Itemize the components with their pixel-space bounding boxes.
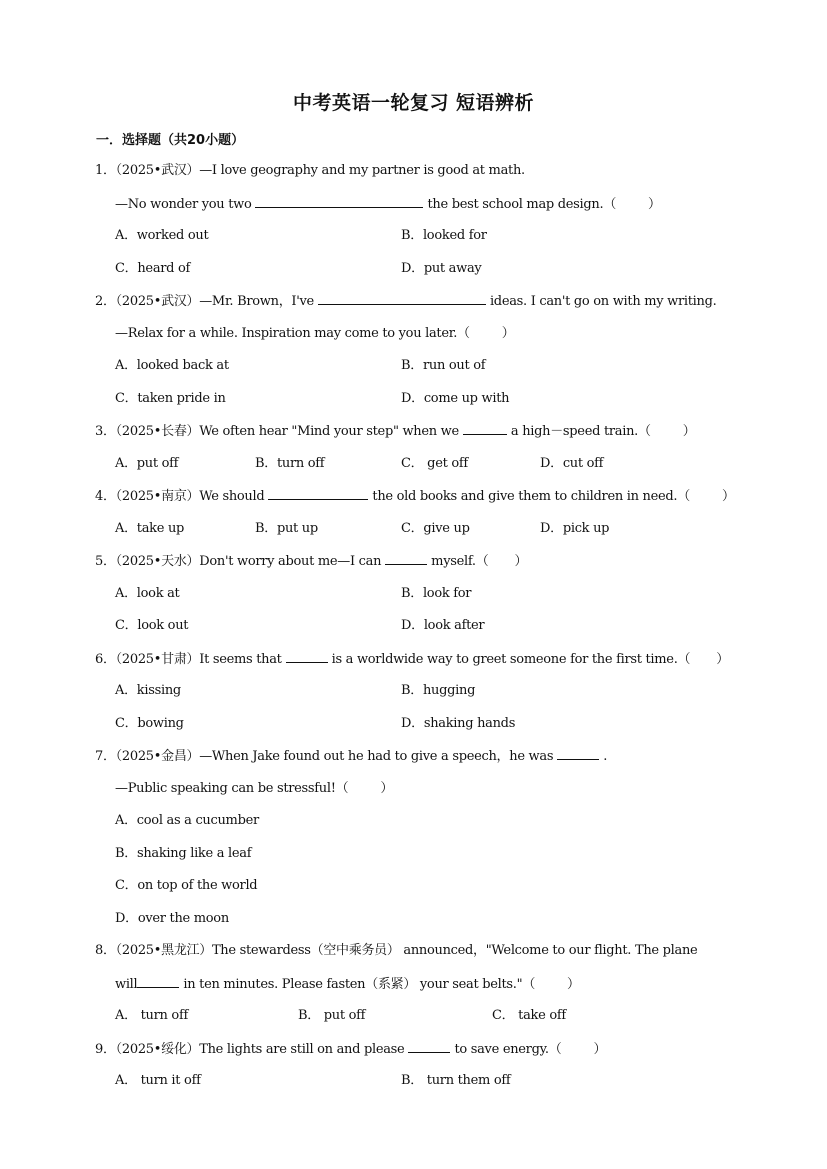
option-a: A． turn it off <box>115 1073 201 1088</box>
question-number: 2． <box>95 294 116 309</box>
answer-blank <box>408 1040 450 1053</box>
answer-paren-close: ） <box>716 652 729 667</box>
question-number: 5． <box>95 554 116 569</box>
question-text: ideas. I can't go on with my writing. <box>489 294 717 309</box>
option-c: C．heard of <box>115 261 191 276</box>
option-a: A．put off <box>115 456 179 471</box>
answer-blank <box>137 975 179 988</box>
question-4 <box>95 487 735 505</box>
answer-paren-close: ） <box>501 326 515 341</box>
option-c: C． get off <box>401 456 468 471</box>
option-b: B． put off <box>298 1008 366 1023</box>
question-1-line-2 <box>115 195 661 213</box>
question-text: the old books and give them to children in need.（ <box>372 489 690 504</box>
option-d: D．cut off <box>540 456 604 471</box>
question-text: in ten minutes. Please fasten（系紧） your seat belts."（ <box>183 977 536 992</box>
question-text: The stewardess（空中乘务员） announced，"Welcome to our flight. The plane <box>211 943 698 958</box>
question-text: It seems that <box>199 652 282 667</box>
question-text: We should <box>199 489 265 504</box>
answer-paren-close: ） <box>721 489 735 504</box>
question-text: —No wonder you two <box>115 197 252 212</box>
option-b: B． turn them off <box>401 1073 511 1088</box>
question-text: a high－speed train.（ <box>510 424 651 439</box>
answer-paren-close: ） <box>567 977 580 992</box>
question-source: （2025•长春） <box>115 424 200 439</box>
option-a: A．look at <box>115 586 180 601</box>
answer-blank <box>463 422 507 435</box>
option-a: A．kissing <box>115 683 181 698</box>
question-9 <box>95 1040 606 1058</box>
question-text: . <box>603 749 608 764</box>
question-8 <box>95 942 697 960</box>
question-text: —When Jake found out he had to give a speech，he was <box>199 749 554 764</box>
answer-paren-close: ） <box>380 781 394 796</box>
question-number: 1． <box>95 163 116 178</box>
question-number: 3． <box>95 424 116 439</box>
answer-paren-close: ） <box>682 424 696 439</box>
option-b: B．turn off <box>255 456 325 471</box>
option-a: A．take up <box>115 521 185 536</box>
option-b: B．put up <box>255 521 318 536</box>
option-a: A．cool as a cucumber <box>115 813 259 828</box>
question-number: 6． <box>95 652 116 667</box>
question-source: （2025•武汉） <box>115 294 200 309</box>
option-b: B．looked for <box>401 228 487 243</box>
question-text: is a worldwide way to greet someone for the first time.（ <box>331 652 691 667</box>
question-source: （2025•甘肃） <box>115 652 200 667</box>
option-d: D．shaking hands <box>401 716 516 731</box>
answer-blank <box>268 487 368 500</box>
answer-blank <box>255 195 423 208</box>
question-text: The lights are still on and please <box>199 1042 405 1057</box>
section-heading: 一．选择题（共20小题） <box>96 133 245 148</box>
option-c: C．bowing <box>115 716 184 731</box>
answer-blank <box>318 292 486 305</box>
option-c: C．look out <box>115 618 189 633</box>
question-text: will <box>115 977 138 992</box>
option-b: B．hugging <box>401 683 476 698</box>
question-source: （2025•武汉） <box>115 163 200 178</box>
question-8-line-2 <box>115 975 580 993</box>
question-7-line-2 <box>115 780 393 798</box>
option-b: B．shaking like a leaf <box>115 846 252 861</box>
option-c: C． take off <box>492 1008 566 1023</box>
option-a: A．looked back at <box>115 358 229 373</box>
question-text: myself.（ <box>431 554 489 569</box>
option-a: A． turn off <box>115 1008 188 1023</box>
question-text: —Public speaking can be stressful!（ <box>115 781 349 796</box>
question-1 <box>95 162 525 180</box>
question-5 <box>95 552 527 570</box>
option-d: D．come up with <box>401 391 510 406</box>
question-2 <box>95 292 716 310</box>
question-text: —Relax for a while. Inspiration may come to you later.（ <box>115 326 470 341</box>
question-text: to save energy.（ <box>454 1042 562 1057</box>
question-2-line-2 <box>115 325 514 343</box>
option-d: D．over the moon <box>115 911 229 926</box>
question-source: （2025•南京） <box>115 489 200 504</box>
question-3 <box>95 422 695 440</box>
question-source: （2025•黑龙江） <box>115 943 212 958</box>
option-c: C．give up <box>401 521 470 536</box>
option-c: C．taken pride in <box>115 391 226 406</box>
question-number: 8． <box>95 943 116 958</box>
option-c: C．on top of the world <box>115 878 258 893</box>
question-number: 4． <box>95 489 116 504</box>
question-number: 9． <box>95 1042 116 1057</box>
question-7 <box>95 747 607 765</box>
option-b: B．look for <box>401 586 472 601</box>
answer-paren-close: ） <box>593 1042 607 1057</box>
answer-blank <box>385 552 427 565</box>
answer-blank <box>557 747 599 760</box>
option-b: B．run out of <box>401 358 486 373</box>
question-text: Don't worry about me—I can <box>199 554 382 569</box>
option-d: D．put away <box>401 261 482 276</box>
answer-blank <box>286 650 328 663</box>
question-source: （2025•绥化） <box>115 1042 200 1057</box>
page-title: 中考英语一轮复习 短语辨析 <box>292 92 535 114</box>
question-text: —I love geography and my partner is good at math. <box>199 163 525 178</box>
question-text: We often hear "Mind your step" when we <box>199 424 459 439</box>
question-6 <box>95 650 729 668</box>
option-a: A．worked out <box>115 228 209 243</box>
option-d: D．pick up <box>540 521 610 536</box>
question-number: 7． <box>95 749 116 764</box>
question-source: （2025•金昌） <box>115 749 200 764</box>
question-text: —Mr. Brown，I've <box>199 294 314 309</box>
question-source: （2025•天水） <box>115 554 200 569</box>
answer-paren-close: ） <box>514 554 528 569</box>
option-d: D．look after <box>401 618 485 633</box>
question-text: the best school map design.（ <box>427 197 617 212</box>
answer-paren-close: ） <box>648 197 661 212</box>
